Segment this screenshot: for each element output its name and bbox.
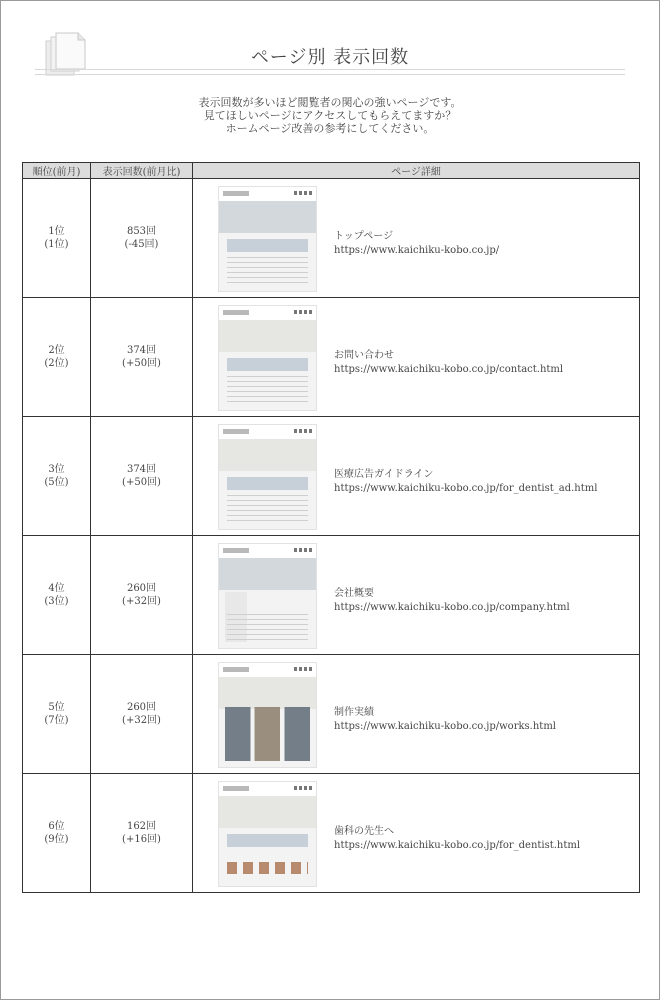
rank: 5位 [48,702,65,713]
rank: 6位 [48,821,65,832]
table-row [23,417,640,536]
page-name: 歯科の先生へ [334,826,394,837]
table-row [23,179,640,298]
previous-rank: (7位) [44,715,69,726]
view-count: 162回 [126,821,157,832]
detail-cell [193,774,640,893]
view-count: 374回 [126,464,157,475]
rank: 2位 [48,345,65,356]
rank-cell [23,536,91,655]
detail-cell [193,179,640,298]
view-diff: (-45回) [124,239,159,250]
page-thumbnail [218,424,317,530]
rank-cell [23,774,91,893]
page-thumbnail [218,662,317,768]
previous-rank: (1位) [44,239,69,250]
intro-line-2: 見てほしいページにアクセスしてもらえてますか？ [203,109,457,122]
intro-line-1: 表示回数が多いほど閲覧者の関心の強いページです。 [198,96,462,109]
header-rank: 順位(前月) [23,163,91,179]
views-cell [91,179,193,298]
previous-rank: (2位) [44,358,69,369]
detail-cell [193,655,640,774]
page-name: 会社概要 [334,588,374,599]
detail-cell [193,417,640,536]
rank: 1位 [48,226,65,237]
page-title: ページ別 表示回数 [250,47,410,68]
views-cell [91,655,193,774]
page-name: お問い合わせ [334,350,394,361]
intro-line-3: ホームページ改善の参考にしてください。 [225,122,435,135]
rank-cell [23,179,91,298]
view-count: 260回 [126,583,157,594]
table-row [23,774,640,893]
table-header-row [23,163,640,179]
view-diff: (+16回) [122,834,161,845]
views-cell [91,774,193,893]
detail-cell [193,536,640,655]
previous-rank: (5位) [44,477,69,488]
view-diff: (+50回) [122,358,161,369]
page-views-table [22,162,640,893]
page-url[interactable]: https://www.kaichiku-kobo.co.jp/ [334,245,500,256]
view-diff: (+32回) [122,596,161,607]
page-thumbnail [218,781,317,887]
rank-cell [23,417,91,536]
header-detail: ページ詳細 [193,163,640,179]
page-url[interactable]: https://www.kaichiku-kobo.co.jp/company.html [334,602,570,613]
view-count: 374回 [126,345,157,356]
page-thumbnail [218,186,317,292]
previous-rank: (9位) [44,834,69,845]
page-thumbnail [218,305,317,411]
rank-cell [23,298,91,417]
rank: 3位 [48,464,65,475]
header-views: 表示回数(前月比) [91,163,193,179]
rank: 4位 [48,583,65,594]
view-diff: (+32回) [122,715,161,726]
page-name: 医療広告ガイドライン [334,469,434,480]
page-url[interactable]: https://www.kaichiku-kobo.co.jp/for_dentist_ad.html [334,483,598,494]
page-url[interactable]: https://www.kaichiku-kobo.co.jp/contact.html [334,364,564,375]
view-count: 853回 [126,226,157,237]
views-cell [91,417,193,536]
table-row [23,655,640,774]
views-cell [91,536,193,655]
page-name: 制作実績 [334,707,374,718]
previous-rank: (3位) [44,596,69,607]
title-divider [35,69,625,75]
page-name: トップページ [334,231,394,242]
page-url[interactable]: https://www.kaichiku-kobo.co.jp/works.html [334,721,556,732]
rank-cell [23,655,91,774]
detail-cell [193,298,640,417]
views-cell [91,298,193,417]
page-url[interactable]: https://www.kaichiku-kobo.co.jp/for_dentist.html [334,840,581,851]
table-row [23,536,640,655]
page-thumbnail [218,543,317,649]
view-count: 260回 [126,702,157,713]
view-diff: (+50回) [122,477,161,488]
intro-text [1,96,659,135]
table-row [23,298,640,417]
